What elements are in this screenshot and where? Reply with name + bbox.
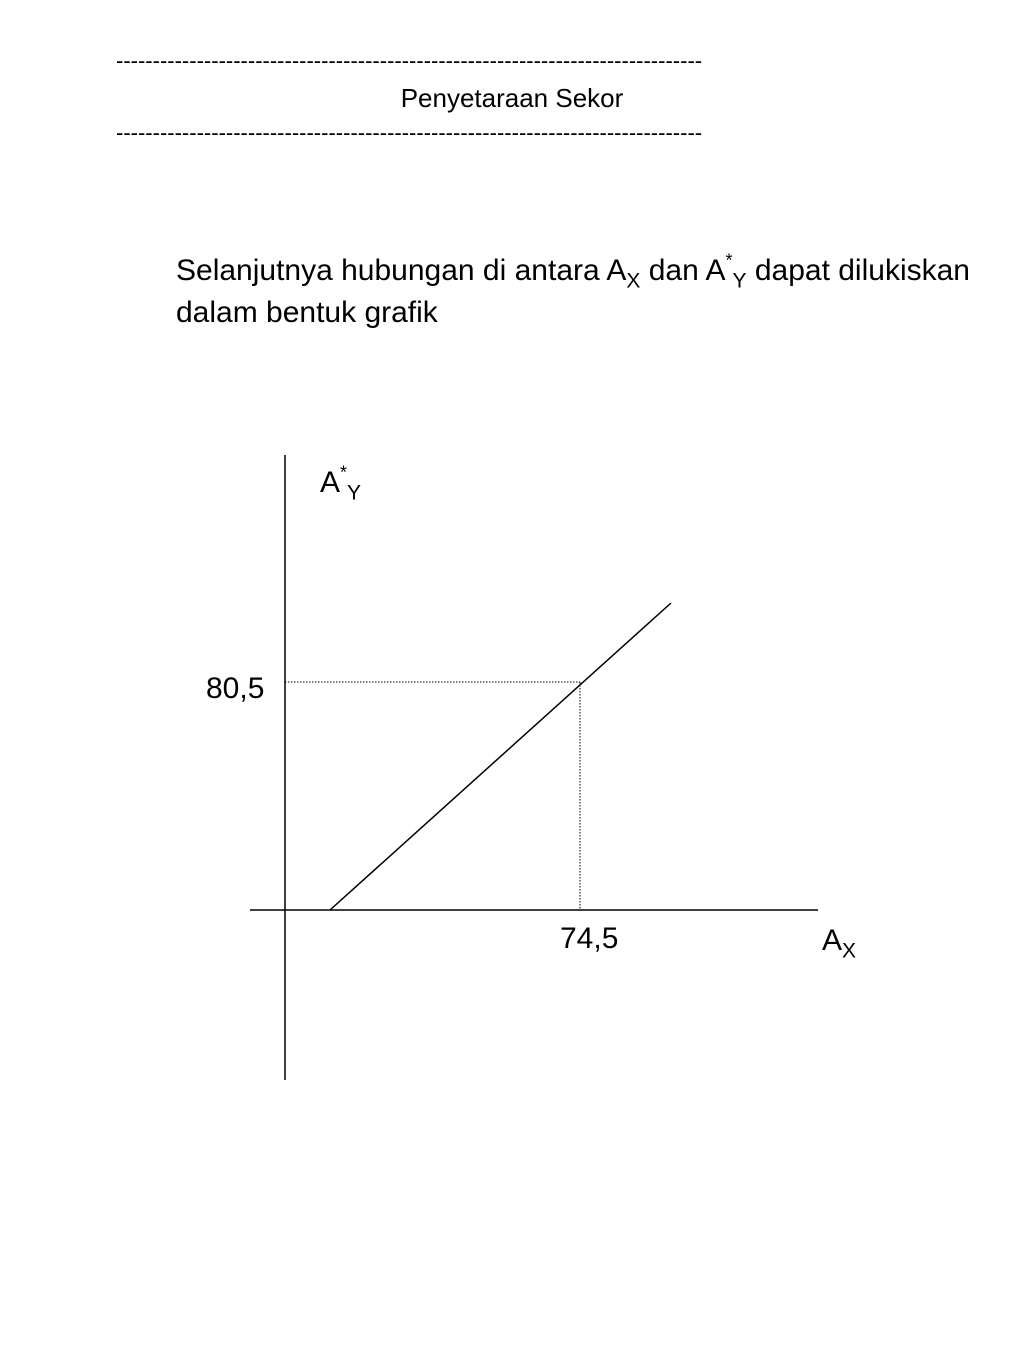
x-tick-label: 74,5	[560, 922, 619, 955]
x-axis-title	[822, 924, 857, 963]
x-axis-title-base: A	[822, 924, 843, 957]
intro-superscript-star: *	[725, 250, 733, 271]
intro-text-1: Selanjutnya hubungan di antara A	[176, 254, 627, 287]
y-axis-title-base: A	[320, 466, 341, 499]
equating-line	[330, 603, 671, 910]
intro-subscript-y: Y	[732, 269, 747, 293]
y-axis-title-sub: Y	[347, 481, 362, 505]
y-tick-label: 80,5	[206, 672, 265, 705]
x-axis-title-sub: X	[842, 939, 857, 963]
page-title: Penyetaraan Sekor	[400, 83, 624, 113]
intro-text-2: dan A	[640, 254, 726, 287]
y-axis-title	[320, 462, 362, 505]
intro-subscript-x: X	[626, 269, 641, 293]
header-rule-top: --------------------------------------------------------------------------------	[116, 48, 703, 73]
y-axis-title-star: *	[340, 462, 348, 483]
header-rule-bottom: --------------------------------------------------------------------------------	[116, 120, 703, 145]
intro-text-3: dapat dilukiskan dalam bentuk grafik	[176, 254, 970, 329]
